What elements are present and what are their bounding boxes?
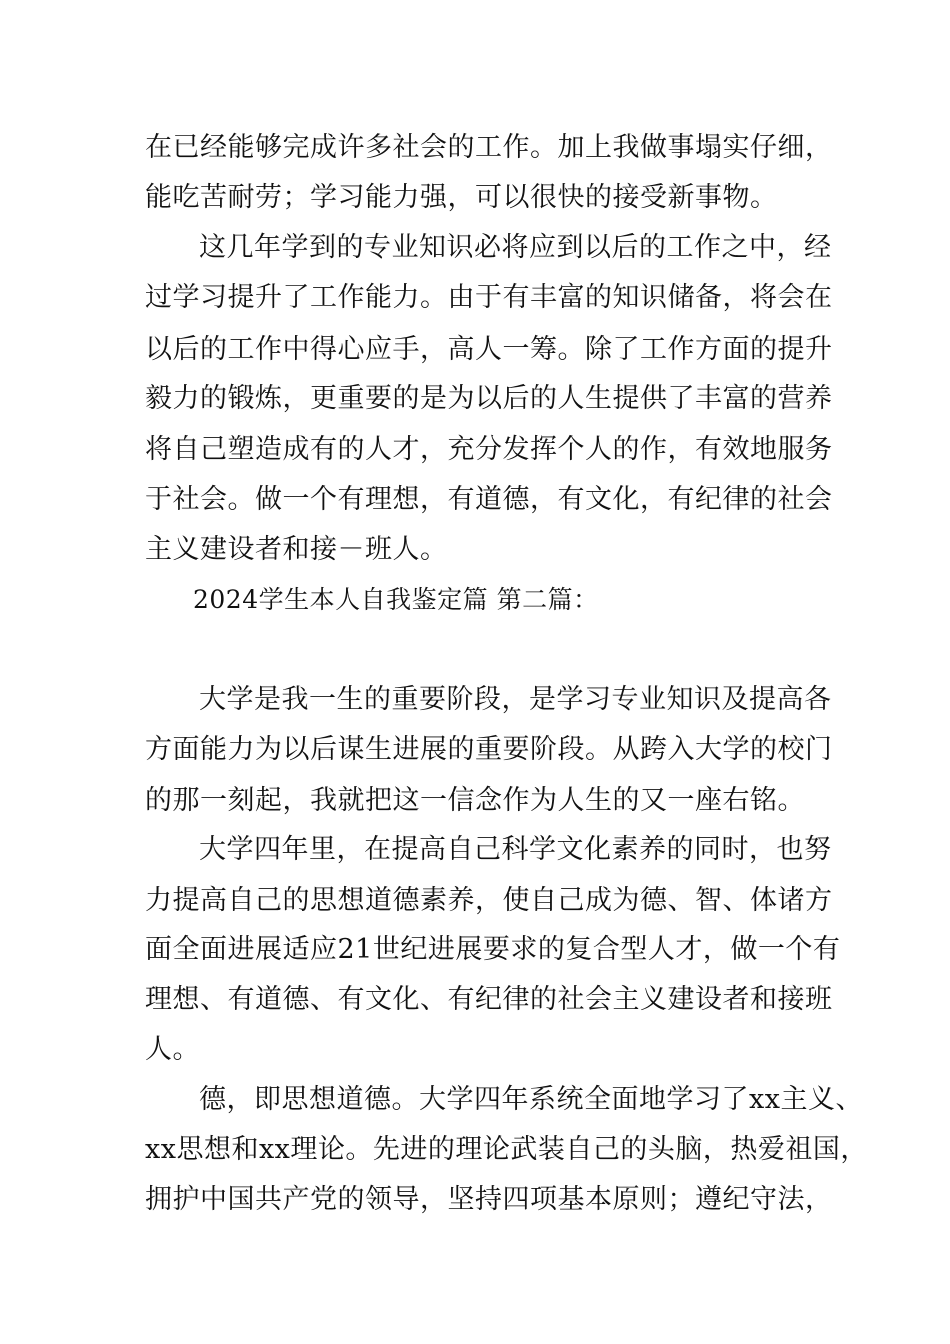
paragraph-line: 力提高自己的思想道德素养，使自己成为德、智、体诸方: [145, 885, 833, 916]
paragraph-line: 的那一刻起，我就把这一信念作为人生的又一座右铭。: [145, 785, 805, 816]
paragraph-line: 人。: [145, 1034, 200, 1065]
paragraph-line: xx思想和xx理论。先进的理论武装自己的头脑，热爱祖国，: [145, 1134, 868, 1165]
paragraph-line: 德，即思想道德。大学四年系统全面地学习了xx主义、: [199, 1084, 863, 1115]
paragraph-line: 毅力的锻炼，更重要的是为以后的人生提供了丰富的营养: [145, 383, 833, 414]
paragraph-line: 以后的工作中得心应手，高人一筹。除了工作方面的提升: [145, 334, 833, 365]
paragraph-line: 能吃苦耐劳；学习能力强，可以很快的接受新事物。: [145, 182, 778, 213]
paragraph-line: 方面能力为以后谋生进展的重要阶段。从跨入大学的校门: [145, 734, 833, 765]
paragraph-line: 理想、有道德、有文化、有纪律的社会主义建设者和接班: [145, 984, 833, 1015]
section-heading: 2024学生本人自我鉴定篇 第二篇：: [193, 585, 599, 614]
paragraph-line: 过学习提升了工作能力。由于有丰富的知识储备，将会在: [145, 282, 833, 313]
paragraph-line: 于社会。做一个有理想，有道德，有文化，有纪律的社会: [145, 484, 833, 515]
paragraph-line: 将自己塑造成有的人才，充分发挥个人的作，有效地服务: [145, 434, 833, 465]
paragraph-line: 拥护中国共产党的领导，坚持四项基本原则；遵纪守法，: [145, 1184, 833, 1215]
paragraph-line: 主义建设者和接－班人。: [145, 534, 448, 565]
paragraph-line: 大学是我一生的重要阶段，是学习专业知识及提高各: [199, 684, 832, 715]
paragraph-line: 面全面进展适应21世纪进展要求的复合型人才，做一个有: [145, 934, 841, 965]
paragraph-line: 在已经能够完成许多社会的工作。加上我做事塌实仔细，: [145, 132, 833, 163]
paragraph-line: 这几年学到的专业知识必将应到以后的工作之中，经: [199, 232, 832, 263]
paragraph-line: 大学四年里，在提高自己科学文化素养的同时，也努: [199, 834, 832, 865]
